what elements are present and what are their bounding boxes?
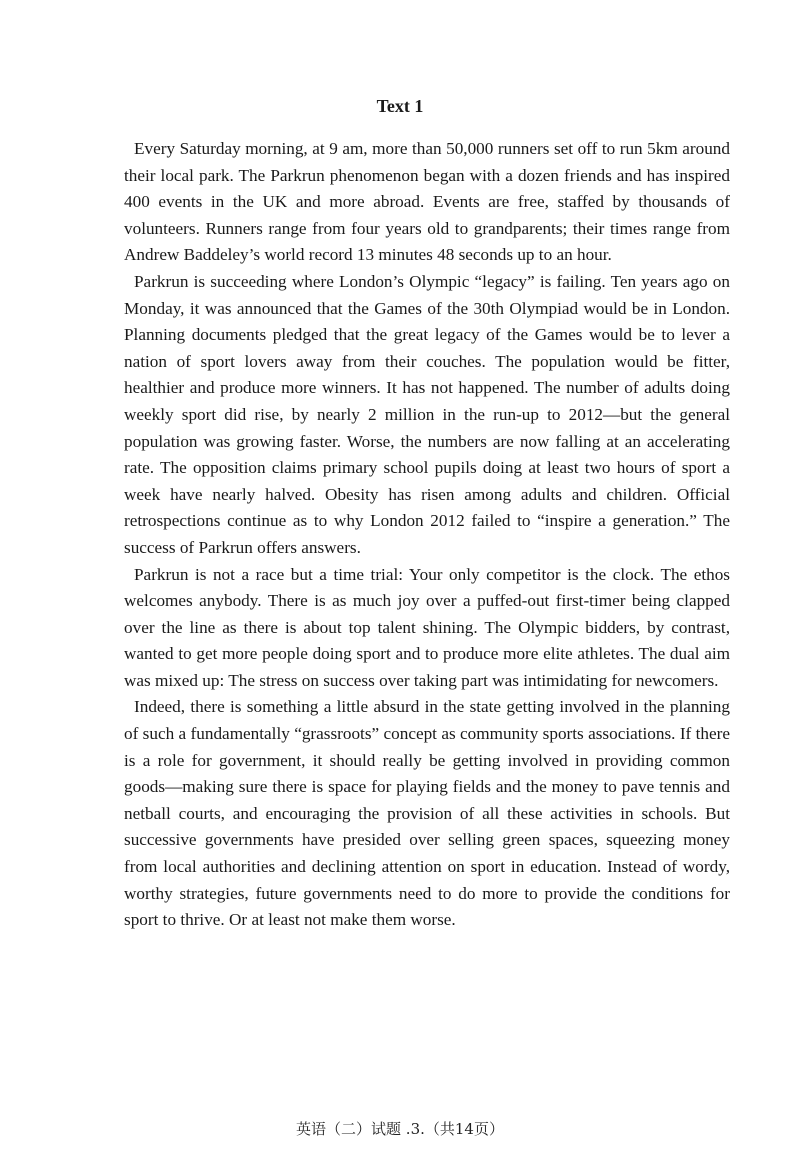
paragraph-2: Parkrun is succeeding where London’s Olympic “legacy” is failing. Ten years ago on Monday, it was announced that the Games of the 30th Olympiad would be in London. Planning documents pledged that the great legacy of the Games would be to lever a nation of sport lovers away from their couches. The population would be fitter, healthier and produce more winners. It has not happened. The number of adults doing weekly sport did rise, by nearly 2 million in the run-up to 2012—but the general population was growing faster. Worse, the numbers are now falling at an accelerating rate. The opposition claims primary school pupils doing at least two hours of sport a week have nearly halved. Obesity has risen among adults and children. Official retrospections continue as to why London 2012 failed to “inspire a generation.” The success of Parkrun offers answers.: [124, 271, 730, 557]
page-footer: 英语（二）试题 .3.（共14页）: [296, 1120, 504, 1138]
paragraph-4: Indeed, there is something a little absurd in the state getting involved in the planning of such a fundamentally “grassroots” concept as community sports associations. If there is a role for government, it should really be getting involved in providing common goods—making sure there is space for playing fields and the money to pave tennis and netball courts, and encouraging the provision of all these activities in schools. But successive governments have presided over selling green spaces, squeezing money from local authorities and declining attention on sport in education. Instead of wordy, worthy strategies, future governments need to do more to provide the conditions for sport to thrive. Or at least not make them worse.: [124, 697, 730, 930]
paragraph-1: Every Saturday morning, at 9 am, more than 50,000 runners set off to run 5km around their local park. The Parkrun phenomenon began with a dozen friends and has inspired 400 events in the UK and more abroad. Events are free, staffed by thousands of volunteers. Runners range from four years old to grandparents; their times range from Andrew Baddeley’s world record 13 minutes 48 seconds up to an hour.: [124, 139, 730, 265]
passage-body: [124, 136, 730, 934]
passage-title: Text 1: [376, 96, 424, 116]
paragraph-3: Parkrun is not a race but a time trial: Your only competitor is the clock. The ethos welcomes anybody. There is as much joy over a puffed-out first-timer being clapped over the line as there is about top talent shining. The Olympic bidders, by contrast, wanted to get more people doing sport and to produce more elite athletes. The dual aim was mixed up: The stress on success over taking part was intimidating for newcomers.: [124, 564, 730, 690]
